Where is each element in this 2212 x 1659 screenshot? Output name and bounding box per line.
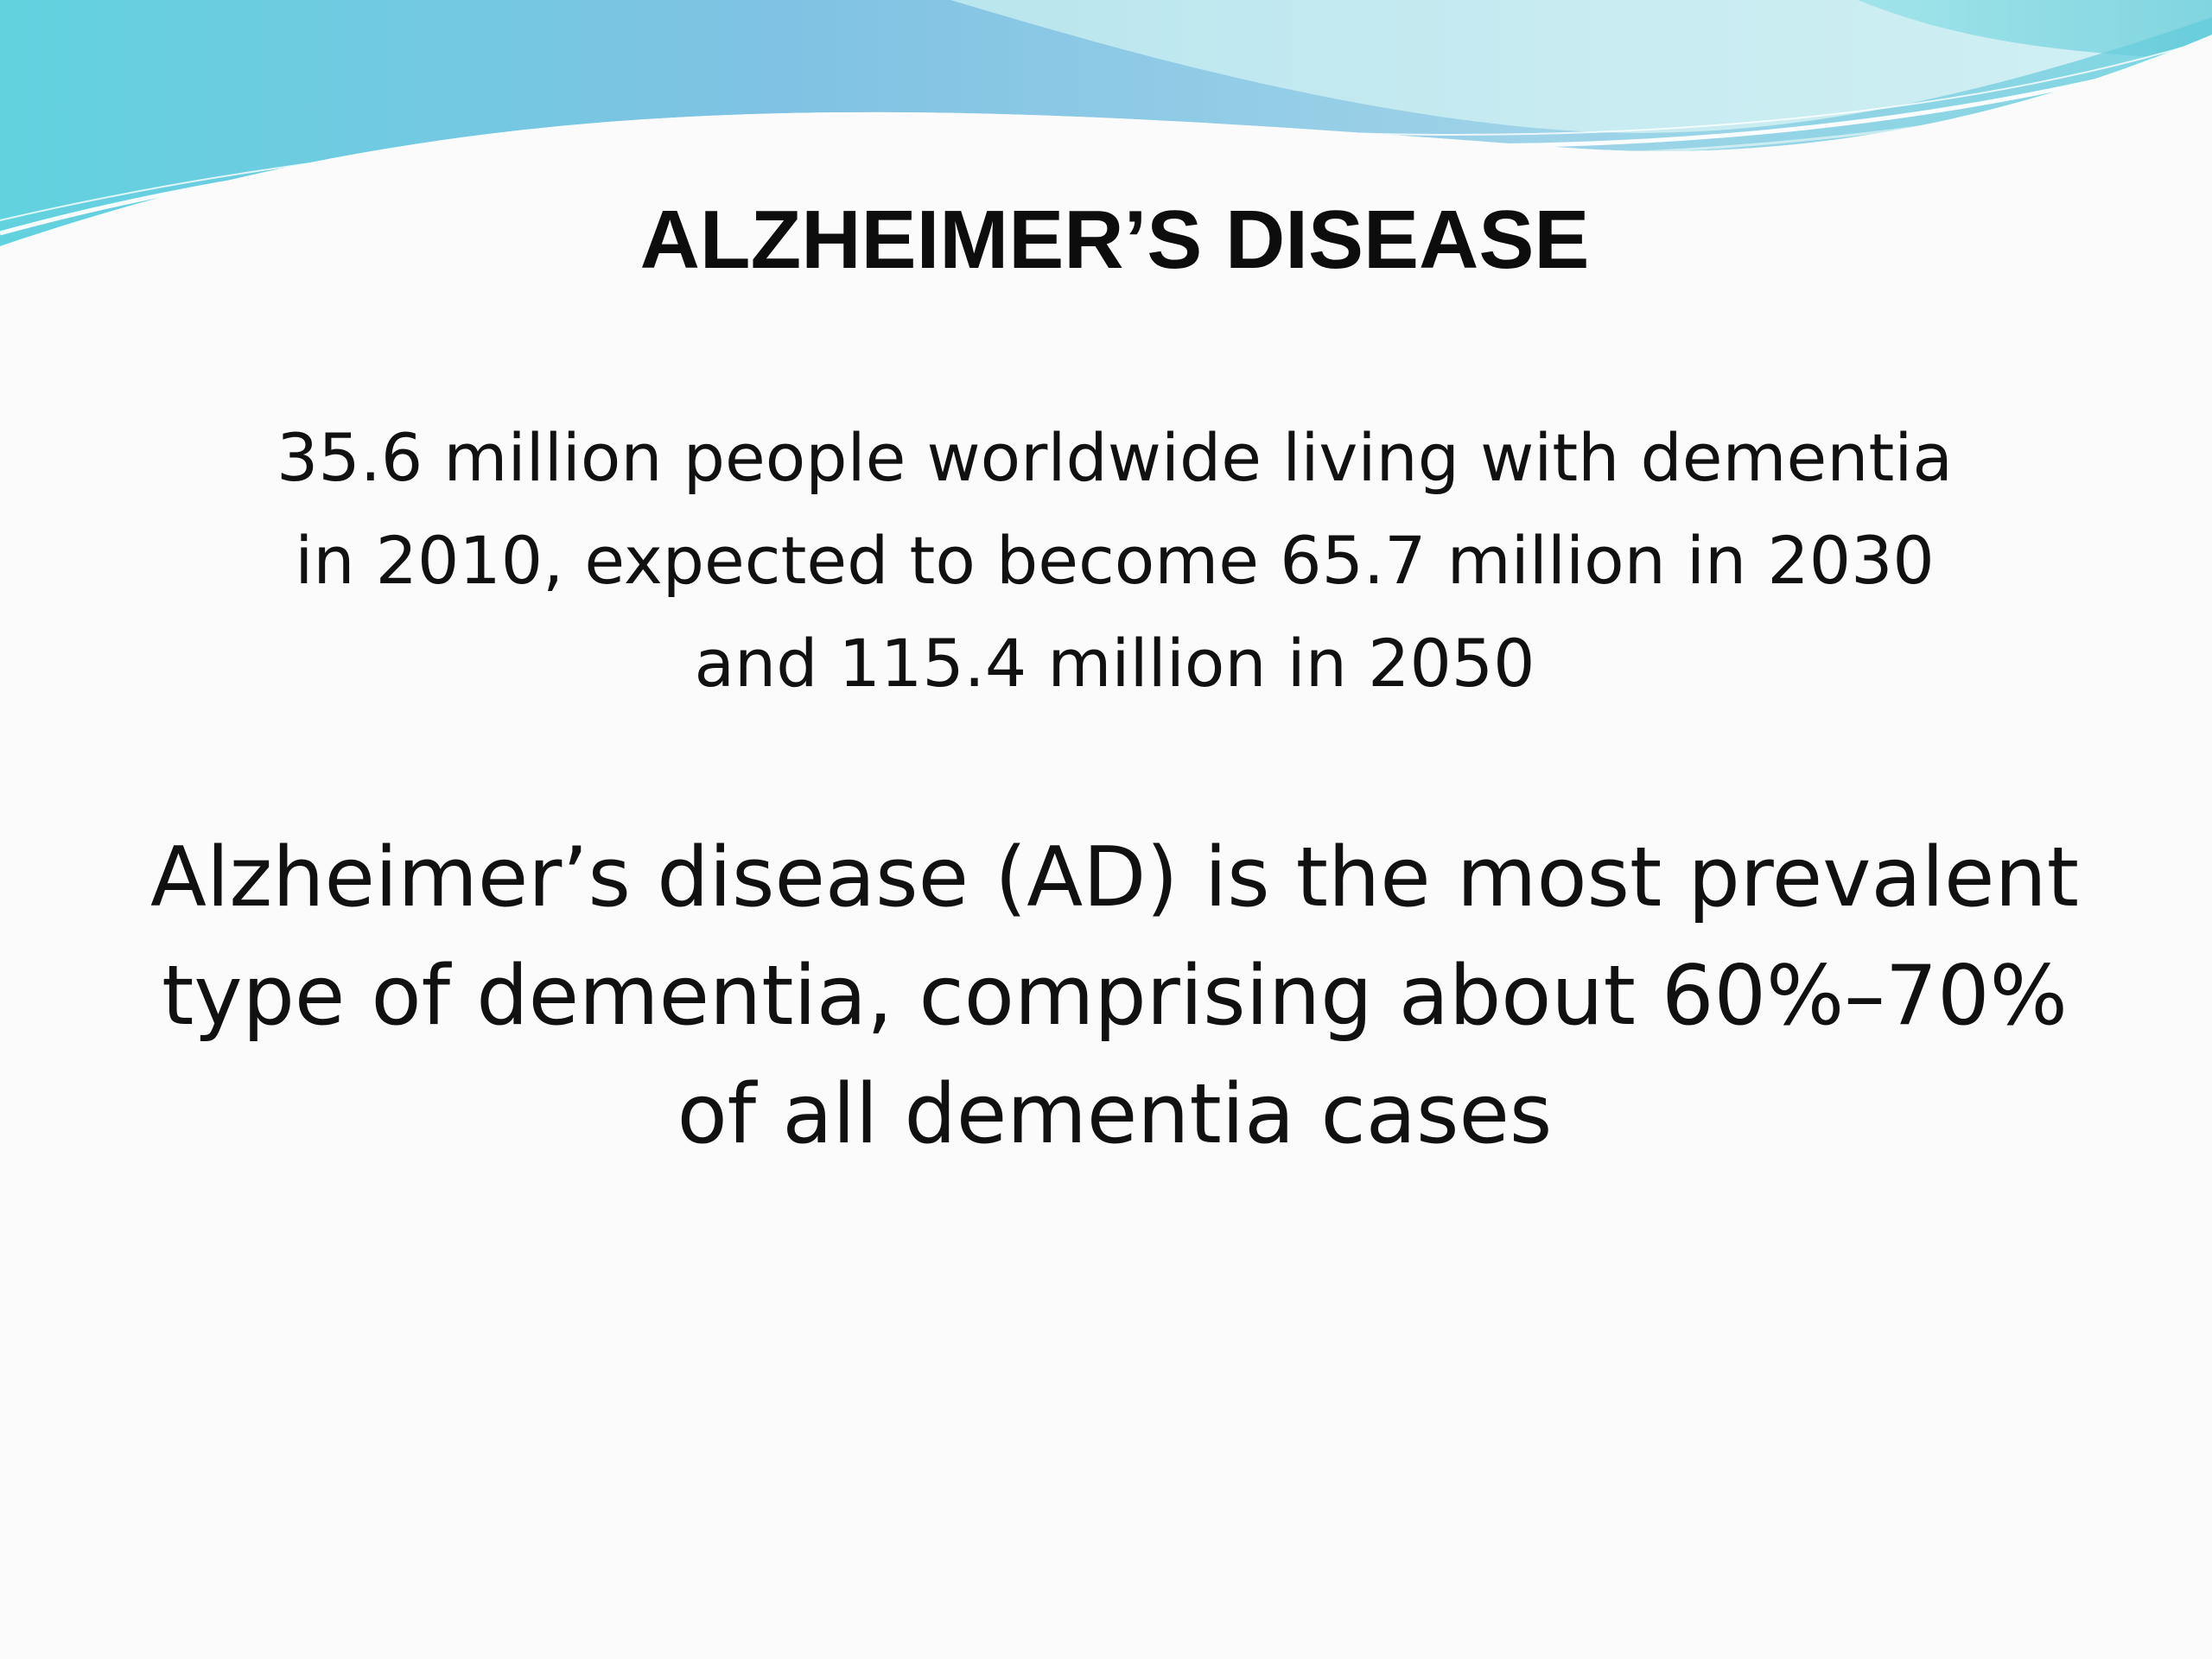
slide-title: ALZHEIMER’S DISEASE <box>639 194 1590 286</box>
paragraph-line: Alzheimer’s disease (AD) is the most prevalent <box>150 830 2079 925</box>
paragraph-line: 35.6 million people worldwide living with dementia <box>276 419 1953 496</box>
paragraph-line: and 115.4 million in 2050 <box>694 625 1535 702</box>
dementia-statistics-paragraph <box>0 406 2212 715</box>
paragraph-line: in 2010, expected to become 65.7 million in 2030 <box>295 522 1935 599</box>
alzheimers-prevalence-paragraph <box>0 819 2212 1174</box>
paragraph-line: type of dementia, comprising about 60%–70% <box>162 949 2068 1044</box>
paragraph-line: of all dementia cases <box>677 1067 1553 1162</box>
